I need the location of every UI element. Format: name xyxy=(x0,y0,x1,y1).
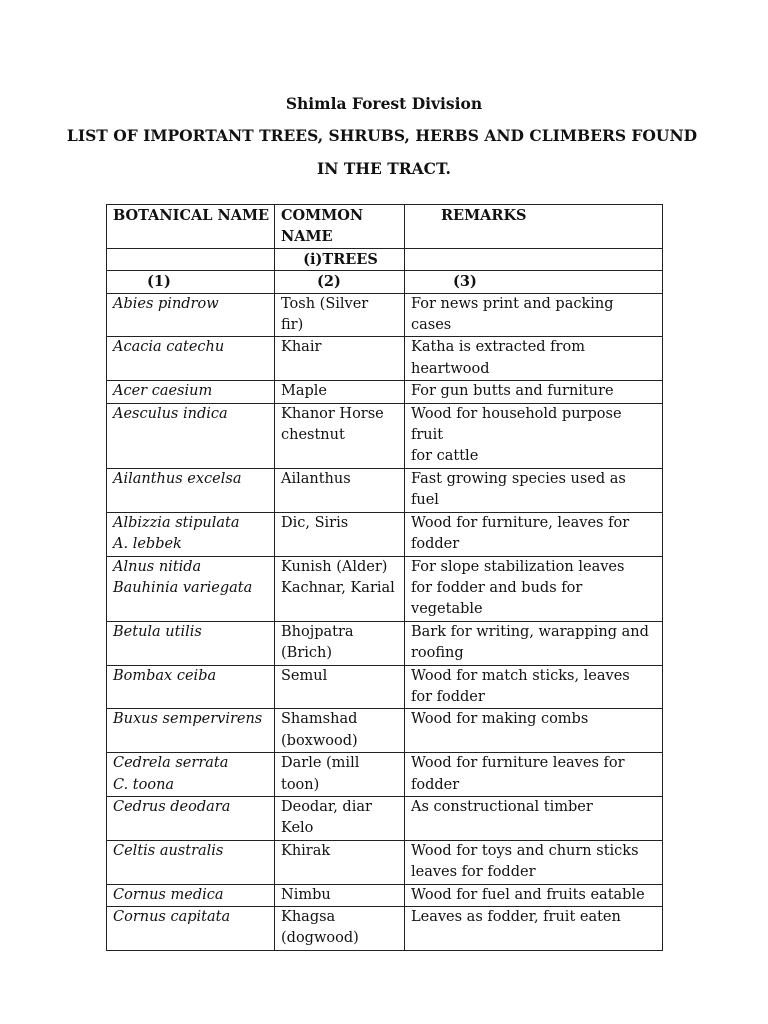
botanical-name-line: A. lebbek xyxy=(113,536,182,553)
remarks-line: fodder xyxy=(411,536,460,553)
remarks-line: leaves for fodder xyxy=(411,864,536,881)
table-row xyxy=(107,884,663,906)
table-row xyxy=(107,840,663,884)
remarks-line: Leaves as fodder, fruit eaten xyxy=(411,909,621,925)
common-name-cell xyxy=(275,403,405,468)
botanical-name-line: Betula utilis xyxy=(113,623,202,640)
botanical-name-cell xyxy=(107,556,275,621)
remarks-line: Wood for furniture, leaves for xyxy=(411,514,630,531)
common-name-line: Nimbu xyxy=(281,886,331,903)
column-number-3: (3) xyxy=(405,271,663,293)
species-table-body xyxy=(107,205,663,951)
botanical-name-line: Ailanthus excelsa xyxy=(113,470,242,487)
remarks-cell xyxy=(405,840,663,884)
botanical-name-line: Cornus medica xyxy=(113,886,224,903)
table-row xyxy=(107,709,663,753)
remarks-line: Wood for match sticks, leaves xyxy=(411,667,630,684)
remarks-line: vegetable xyxy=(411,601,483,618)
table-row xyxy=(107,337,663,381)
common-name-line: Bhojpatra xyxy=(281,623,354,640)
species-table xyxy=(106,204,663,951)
botanical-name-line: Celtis australis xyxy=(113,842,224,859)
table-row xyxy=(107,907,663,951)
remarks-line: Wood for household purpose xyxy=(411,405,622,422)
common-name-line: Darle (mill xyxy=(281,755,360,772)
common-name-line: Deodar, diar xyxy=(281,798,372,815)
common-name-line: (Brich) xyxy=(281,645,332,662)
remarks-cell xyxy=(405,512,663,556)
remarks-cell xyxy=(405,753,663,797)
section-empty-cell xyxy=(405,248,663,270)
remarks-line: For slope stabilization leaves xyxy=(411,558,625,575)
list-title-line-2: IN THE TRACT. xyxy=(317,159,451,178)
botanical-name-cell xyxy=(107,337,275,381)
botanical-name-line: Acacia catechu xyxy=(113,339,225,356)
section-empty-cell xyxy=(107,248,275,270)
botanical-name-cell xyxy=(107,293,275,337)
table-row xyxy=(107,468,663,512)
common-name-line: Khair xyxy=(281,339,322,356)
remarks-cell xyxy=(405,293,663,337)
common-name-line: toon) xyxy=(281,776,320,793)
remarks-line: for fodder and buds for xyxy=(411,579,583,596)
column-number-2: (2) xyxy=(275,271,405,293)
common-name-cell xyxy=(275,665,405,709)
remarks-line: For gun butts and furniture xyxy=(411,383,614,400)
common-name-line: Kunish (Alder) xyxy=(281,558,388,575)
common-name-cell xyxy=(275,884,405,906)
botanical-name-line: Cornus capitata xyxy=(113,909,231,925)
common-name-cell xyxy=(275,796,405,840)
table-row xyxy=(107,512,663,556)
botanical-name-cell xyxy=(107,468,275,512)
botanical-name-cell xyxy=(107,884,275,906)
botanical-name-line: Bauhinia variegata xyxy=(113,579,253,596)
botanical-name-line: Alnus nitida xyxy=(113,558,202,575)
remarks-line: fuel xyxy=(411,492,439,509)
header-common-line-1: COMMON xyxy=(281,207,364,224)
botanical-name-cell xyxy=(107,796,275,840)
table-row xyxy=(107,556,663,621)
remarks-line: for fodder xyxy=(411,688,485,705)
botanical-name-line: Buxus sempervirens xyxy=(113,711,263,728)
botanical-name-cell xyxy=(107,381,275,403)
remarks-line: Katha is extracted from xyxy=(411,339,585,356)
section-row-trees xyxy=(107,248,663,270)
botanical-name-line: Bombax ceiba xyxy=(113,667,217,684)
common-name-line: Khagsa xyxy=(281,909,336,925)
botanical-name-cell xyxy=(107,403,275,468)
table-row xyxy=(107,381,663,403)
remarks-cell xyxy=(405,709,663,753)
botanical-name-line: Abies pindrow xyxy=(113,295,219,312)
botanical-name-cell xyxy=(107,709,275,753)
common-name-cell xyxy=(275,512,405,556)
common-name-line: Khirak xyxy=(281,842,331,859)
common-name-line: Kelo xyxy=(281,820,314,837)
botanical-name-line: Cedrela serrata xyxy=(113,755,229,772)
remarks-cell xyxy=(405,468,663,512)
common-name-cell xyxy=(275,468,405,512)
remarks-line: fruit xyxy=(411,427,444,444)
remarks-line: for cattle xyxy=(411,448,479,465)
remarks-cell xyxy=(405,665,663,709)
remarks-line: Bark for writing, warapping and xyxy=(411,623,649,640)
botanical-name-line: Cedrus deodara xyxy=(113,798,231,815)
common-name-cell xyxy=(275,753,405,797)
common-name-line: Dic, Siris xyxy=(281,514,349,531)
table-row xyxy=(107,796,663,840)
remarks-line: For news print and packing xyxy=(411,295,614,312)
common-name-cell xyxy=(275,621,405,665)
common-name-line: Semul xyxy=(281,667,328,684)
table-row xyxy=(107,665,663,709)
remarks-cell xyxy=(405,796,663,840)
remarks-cell xyxy=(405,381,663,403)
common-name-cell xyxy=(275,556,405,621)
botanical-name-line: C. toona xyxy=(113,776,175,793)
remarks-line: cases xyxy=(411,317,452,334)
remarks-cell xyxy=(405,621,663,665)
common-name-line: Maple xyxy=(281,383,327,400)
botanical-name-line: Acer caesium xyxy=(113,383,213,400)
header-row xyxy=(107,205,663,249)
remarks-line: Wood for toys and churn sticks xyxy=(411,842,639,859)
botanical-name-cell xyxy=(107,621,275,665)
header-remarks: REMARKS xyxy=(405,205,663,249)
common-name-line: Tosh (Silver xyxy=(281,295,369,312)
common-name-cell xyxy=(275,293,405,337)
remarks-line: Wood for furniture leaves for xyxy=(411,755,625,772)
division-title: Shimla Forest Division xyxy=(285,94,483,113)
remarks-line: Wood for fuel and fruits eatable xyxy=(411,886,645,903)
common-name-cell xyxy=(275,907,405,951)
botanical-name-cell xyxy=(107,840,275,884)
list-title-line-1: LIST OF IMPORTANT TREES, SHRUBS, HERBS AND CLIMBERS FOUND xyxy=(66,126,698,145)
common-name-line: (boxwood) xyxy=(281,732,358,749)
remarks-cell xyxy=(405,556,663,621)
common-name-line: Ailanthus xyxy=(281,470,351,487)
common-name-line: Kachnar, Karial xyxy=(281,579,395,596)
remarks-line: heartwood xyxy=(411,360,490,377)
common-name-cell xyxy=(275,709,405,753)
remarks-line: As constructional timber xyxy=(411,798,593,815)
remarks-line: Wood for making combs xyxy=(411,711,589,728)
section-label-trees: (i)TREES xyxy=(275,248,405,270)
column-number-row xyxy=(107,271,663,293)
table-row xyxy=(107,403,663,468)
botanical-name-line: Aesculus indica xyxy=(113,405,228,422)
header-common-name xyxy=(275,205,405,249)
botanical-name-cell xyxy=(107,665,275,709)
table-row xyxy=(107,621,663,665)
remarks-line: roofing xyxy=(411,645,464,662)
common-name-line: fir) xyxy=(281,317,304,334)
common-name-line: Khanor Horse xyxy=(281,405,384,422)
remarks-line: Fast growing species used as xyxy=(411,470,626,487)
header-botanical-name: BOTANICAL NAME xyxy=(107,205,275,249)
common-name-cell xyxy=(275,381,405,403)
common-name-cell xyxy=(275,840,405,884)
botanical-name-cell xyxy=(107,512,275,556)
botanical-name-cell xyxy=(107,753,275,797)
table-row xyxy=(107,753,663,797)
header-common-line-2: NAME xyxy=(281,228,333,246)
common-name-line: chestnut xyxy=(281,427,345,444)
column-number-1: (1) xyxy=(107,271,275,293)
remarks-cell xyxy=(405,907,663,951)
remarks-cell xyxy=(405,884,663,906)
botanical-name-cell xyxy=(107,907,275,951)
remarks-cell xyxy=(405,337,663,381)
remarks-cell xyxy=(405,403,663,468)
botanical-name-line: Albizzia stipulata xyxy=(113,514,240,531)
remarks-line: fodder xyxy=(411,776,460,793)
common-name-cell xyxy=(275,337,405,381)
common-name-line: Shamshad xyxy=(281,711,358,728)
table-row xyxy=(107,293,663,337)
common-name-line: (dogwood) xyxy=(281,930,359,947)
